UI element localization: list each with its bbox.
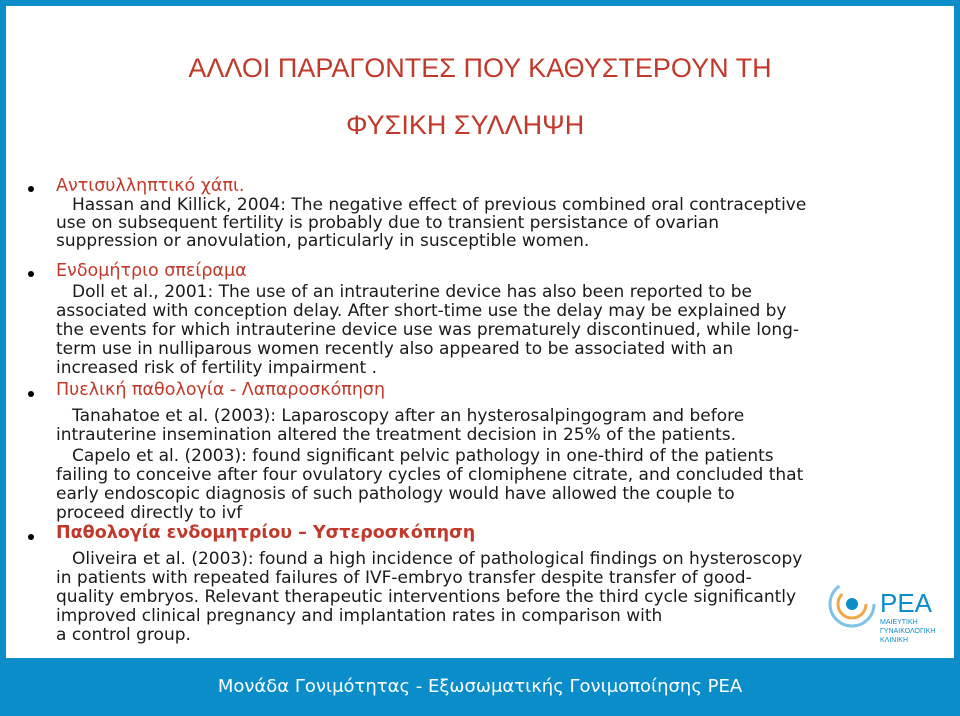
bullet-dot [28, 391, 34, 397]
body-line: Tanahatoe et al. (2003): Laparoscopy after an hysterosalpingogram and before [72, 406, 745, 426]
logo-subtitle-3: ΚΛΙΝΙΚΗ [880, 637, 909, 644]
body-line: failing to conceive after four ovulatory cycles of clomiphene citrate, and concluded that [56, 465, 804, 485]
body-line: Doll et al., 2001: The use of an intrauterine device has also been reported to be [72, 282, 753, 302]
body-line: term use in nulliparous women recently also appeared to be associated with an [56, 339, 734, 359]
section-heading-endometrium: Παθολογία ενδομητρίου – Υστεροσκόπηση [56, 523, 476, 543]
bullet-dot [28, 534, 34, 540]
body-line: improved clinical pregnancy and implantation rates in comparison with [56, 606, 663, 626]
body-line: Oliveira et al. (2003): found a high incidence of pathological findings on hysteroscopy [72, 549, 803, 569]
body-line: associated with conception delay. After short-time use the delay may be explained by [56, 301, 787, 321]
logo-subtitle-2: ΓΥΝΑΙΚΟΛΟΓΙΚΗ [880, 628, 936, 635]
section-heading-pelvic: Πυελική παθολογία - Λαπαροσκόπηση [56, 380, 386, 400]
pea-logo-icon [824, 574, 944, 652]
slide-title-line2: ΦΥΣΙΚΗ ΣΥΛΛΗΨΗ [346, 110, 585, 140]
bullet-dot [28, 271, 34, 277]
body-line: use on subsequent fertility is probably due to transient persistance of ovarian [56, 213, 719, 233]
logo-subtitle-1: ΜΑΙΕΥΤΙΚΗ [880, 619, 918, 626]
body-line: quality embryos. Relevant therapeutic interventions before the third cycle significantly [56, 587, 797, 607]
body-line: a control group. [56, 625, 191, 645]
bullet-dot [28, 186, 34, 192]
body-line: Hassan and Killick, 2004: The negative effect of previous combined oral contraceptive [72, 195, 807, 215]
body-line: Capelo et al. (2003): found significant pelvic pathology in one-third of the patients [72, 446, 774, 466]
slide [6, 6, 954, 658]
body-line: in patients with repeated failures of IVF-embryo transfer despite transfer of good- [56, 568, 752, 588]
body-line: increased risk of fertility impairment . [56, 358, 378, 378]
body-line: intrauterine insemination altered the treatment decision in 25% of the patients. [56, 425, 737, 445]
clinic-logo [824, 574, 944, 652]
section-heading-iud: Ενδομήτριο σπείραμα [56, 261, 247, 281]
body-line: suppression or anovulation, particularly in susceptible women. [56, 231, 590, 251]
body-line: early endoscopic diagnosis of such pathology would have allowed the couple to [56, 484, 735, 504]
section-heading-contraceptive: Αντισυλληπτικό χάπι. [56, 176, 245, 196]
footer-bar [0, 658, 960, 716]
body-line: proceed directly to ivf [56, 503, 243, 523]
body-line: the events for which intrauterine device use was prematurely discontinued, while long- [56, 320, 800, 340]
logo-name: PEA [880, 588, 933, 618]
footer-text: Μονάδα Γονιμότητας - Εξωσωματικής Γονιμοποίησης PEA [217, 676, 743, 697]
slide-title-line1: ΑΛΛΟΙ ΠΑΡΑΓΟΝΤΕΣ ΠΟΥ ΚΑΘΥΣΤΕΡΟΥΝ ΤΗ [188, 53, 772, 83]
